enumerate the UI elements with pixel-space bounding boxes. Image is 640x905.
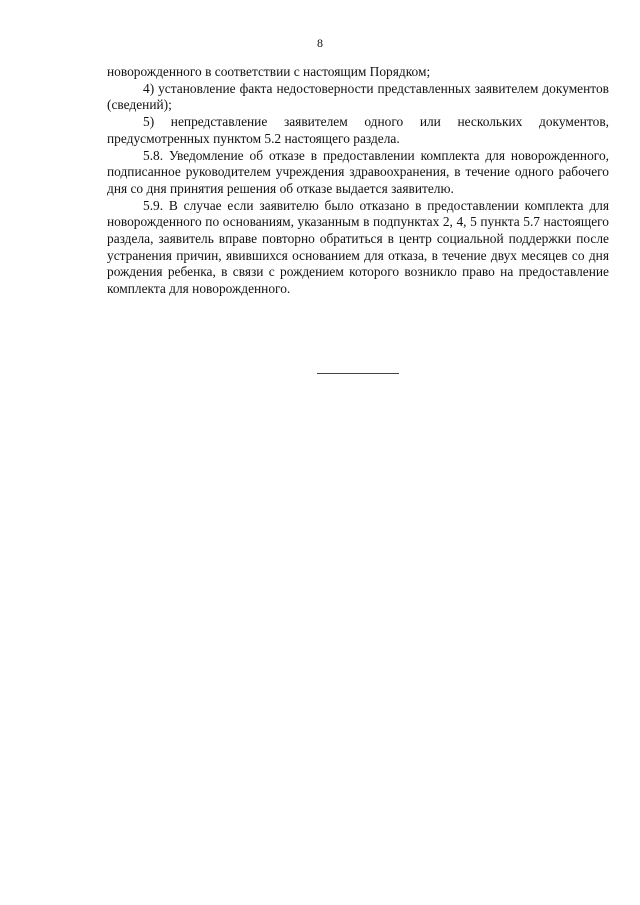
paragraph-5-9: 5.9. В случае если заявителю было отказано в предоставлении комплекта для новорожденного по основаниям, указанным в подпунктах 2, 4, 5 пункта 5.7 настоящего раздела, заявитель вправе повторно обратиться в центр социальной поддержки после устранения причин, явившихся основанием для отказа, в течение двух месяцев со дня рождения ребенка, в связи с рождением которого возникло право на предоставление комплекта для новорожденного. [107, 197, 609, 297]
paragraph-continuation: новорожденного в соответствии с настоящим Порядком; [107, 64, 431, 79]
paragraph-5-8: 5.8. Уведомление об отказе в предоставлении комплекта для новорожденного, подписанное руководителем учреждения здравоохранения, в течение одного рабочего дня со дня принятия решения об отказе выдается заявителю. [107, 147, 609, 196]
document-body [107, 64, 609, 298]
end-separator-line [317, 373, 399, 374]
paragraph-item-4: 4) установление факта недостоверности представленных заявителем документов (сведений); [107, 80, 609, 113]
page-number: 8 [317, 36, 323, 50]
paragraph-item-5: 5) непредставление заявителем одного или нескольких документов, предусмотренных пунктом 5.2 настоящего раздела. [107, 114, 609, 146]
